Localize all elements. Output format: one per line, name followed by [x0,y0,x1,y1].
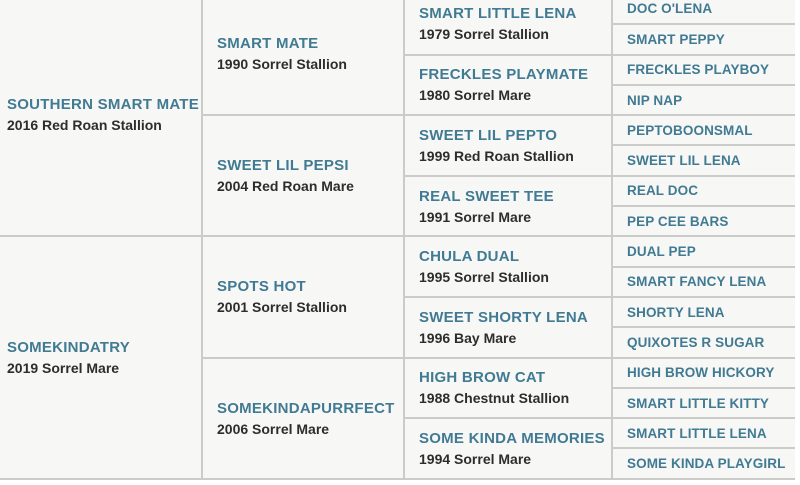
horse-detail: 1995 Sorrel Stallion [419,269,549,286]
pedigree-cell [611,114,795,144]
horse-name-link[interactable]: SMART MATE [217,35,319,53]
pedigree-cell [611,357,795,387]
pedigree-cell [403,175,611,236]
pedigree-cell [611,235,795,265]
horse-detail: 1990 Sorrel Stallion [217,56,347,73]
horse-name-link[interactable]: SOMEKINDAPURRFECT [217,399,395,417]
horse-name-link[interactable]: SOME KINDA PLAYGIRL [627,456,786,472]
horse-name-link[interactable]: SHORTY LENA [627,304,725,320]
pedigree-cell [611,84,795,114]
horse-detail: 1994 Sorrel Mare [419,450,532,467]
horse-name-link[interactable]: DUAL PEP [627,244,696,260]
horse-name-link[interactable]: REAL DOC [627,183,699,199]
pedigree-cell [201,114,403,235]
pedigree-cell [403,357,611,418]
horse-name-link[interactable]: PEPTOBOONSMAL [627,122,753,138]
horse-name-link[interactable]: SWEET LIL PEPTO [419,126,558,144]
pedigree-cell [611,144,795,174]
horse-name-link[interactable]: SOME KINDA MEMORIES [419,429,605,447]
horse-detail: 2001 Sorrel Stallion [217,299,347,316]
horse-name-link[interactable]: SMART LITTLE LENA [419,4,577,22]
pedigree-cell [611,23,795,53]
pedigree-cell [403,417,611,478]
horse-name-link[interactable]: REAL SWEET TEE [419,187,554,205]
horse-name-link[interactable]: SPOTS HOT [217,278,306,296]
pedigree-cell [403,114,611,175]
horse-name-link[interactable]: HIGH BROW HICKORY [627,365,775,381]
horse-detail: 2019 Sorrel Mare [7,360,120,377]
horse-detail: 1988 Chestnut Stallion [419,390,570,407]
horse-name-link[interactable]: FRECKLES PLAYMATE [419,66,589,84]
horse-name-link[interactable]: PEP CEE BARS [627,213,729,229]
horse-name-link[interactable]: QUIXOTES R SUGAR [627,334,765,350]
horse-name-link[interactable]: SMART PEPPY [627,31,725,47]
pedigree-cell [611,0,795,23]
pedigree-cell [611,387,795,417]
horse-detail: 1991 Sorrel Mare [419,208,532,225]
horse-name-link[interactable]: SWEET LIL PEPSI [217,157,349,175]
pedigree-cell [611,205,795,235]
horse-detail: 1979 Sorrel Stallion [419,25,549,42]
horse-name-link[interactable]: SWEET LIL LENA [627,153,741,169]
horse-detail: 1999 Red Roan Stallion [419,147,574,164]
pedigree-cell [201,235,403,356]
pedigree-cell [201,0,403,114]
pedigree-cell [403,0,611,54]
pedigree-cell [403,296,611,357]
horse-detail: 1980 Sorrel Mare [419,87,532,104]
pedigree-cell [201,357,403,478]
horse-name-link[interactable]: FRECKLES PLAYBOY [627,62,770,78]
pedigree-cell [611,417,795,447]
horse-detail: 2006 Sorrel Mare [217,420,330,437]
horse-name-link[interactable]: SMART LITTLE KITTY [627,395,770,411]
pedigree-cell [611,447,795,477]
pedigree-cell [611,326,795,356]
horse-name-link[interactable]: SOMEKINDATRY [7,339,130,357]
pedigree-cell [611,54,795,84]
pedigree-cell [611,266,795,296]
horse-name-link[interactable]: NIP NAP [627,92,683,108]
pedigree-cell [611,175,795,205]
horse-name-link[interactable]: SOUTHERN SMART MATE [7,95,199,113]
horse-name-link[interactable]: SWEET SHORTY LENA [419,308,588,326]
horse-name-link[interactable]: CHULA DUAL [419,248,520,266]
pedigree-cell [403,235,611,296]
horse-name-link[interactable]: SMART LITTLE LENA [627,425,767,441]
horse-detail: 1996 Bay Mare [419,329,517,346]
horse-detail: 2004 Red Roan Mare [217,178,354,195]
horse-detail: 2016 Red Roan Stallion [7,116,162,133]
horse-name-link[interactable]: HIGH BROW CAT [419,369,546,387]
pedigree-cell [0,0,201,235]
horse-name-link[interactable]: SMART FANCY LENA [627,274,767,290]
horse-name-link[interactable]: DOC O'LENA [627,0,713,16]
pedigree-cell [611,296,795,326]
pedigree-cell [0,235,201,477]
pedigree-cell [403,54,611,115]
